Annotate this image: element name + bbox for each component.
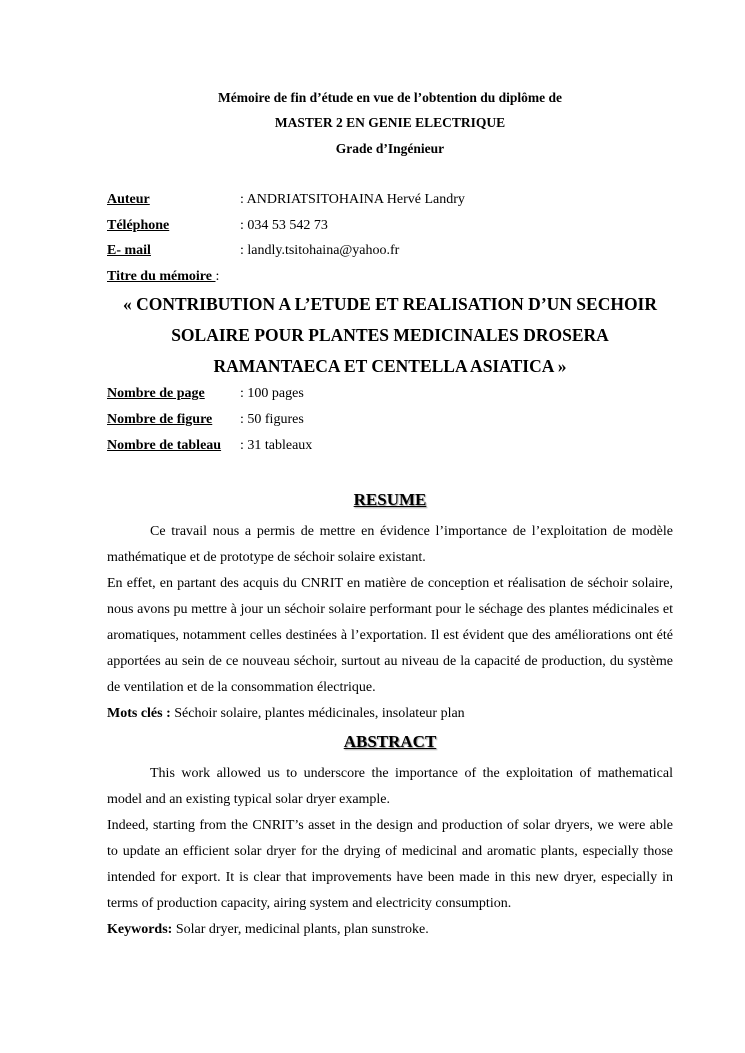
page-count-label: Nombre de page (107, 386, 205, 401)
table-count-row (107, 437, 673, 455)
resume-keywords-label: Mots clés : (107, 706, 171, 721)
phone-value: : 034 53 542 73 (240, 218, 328, 233)
header-line-3: Grade d’Ingénieur (335, 141, 445, 156)
figure-count-label: Nombre de figure (107, 412, 213, 427)
author-value: : ANDRIATSITOHAINA Hervé Landry (240, 192, 465, 207)
table-count-value: : 31 tableaux (240, 438, 313, 453)
resume-paragraph-1: Ce travail nous a permis de mettre en évidence l’importance de l’exploitation de modèle mathématique et de prototype de séchoir solaire existant. (107, 524, 673, 565)
table-count-label: Nombre de tableau (107, 438, 222, 453)
abstract-heading: ABSTRACT (343, 732, 437, 751)
phone-label: Téléphone (107, 218, 170, 233)
abstract-keywords-value: Solar dryer, medicinal plants, plan sunstroke. (172, 922, 429, 937)
resume-keywords-value: Séchoir solaire, plantes médicinales, insolateur plan (170, 706, 465, 721)
abstract-keywords (107, 921, 673, 939)
author-row (107, 191, 673, 209)
header-line-2: MASTER 2 EN GENIE ELECTRIQUE (274, 115, 506, 130)
abstract-paragraph-2: Indeed, starting from the CNRIT’s asset in the design and production of solar dryers, we were able to update an efficient solar dryer for the drying of medicinal and aromatic plants, especially those intended for export. It is clear that improvements have been made in this new dryer, especially in terms of production capacity, airing system and electricity consumption. (107, 818, 673, 911)
thesis-title-line-3: RAMANTAECA ET CENTELLA ASIATICA » (213, 356, 567, 376)
author-label: Auteur (107, 192, 150, 207)
thesis-title-label: Titre du mémoire (107, 269, 216, 284)
email-value: : landly.tsitohaina@yahoo.fr (240, 243, 400, 258)
thesis-title-colon: : (215, 269, 220, 284)
email-label: E- mail (107, 243, 151, 258)
figure-count-row (107, 411, 673, 429)
header-line-1: Mémoire de fin d’étude en vue de l’obtention du diplôme de (218, 90, 562, 105)
figure-count-value: : 50 figures (240, 412, 304, 427)
thesis-title-line-1: « CONTRIBUTION A L’ETUDE ET REALISATION D’UN SECHOIR (122, 294, 658, 314)
phone-row (107, 217, 673, 235)
page-count-value: : 100 pages (240, 386, 304, 401)
resume-paragraph-2: En effet, en partant des acquis du CNRIT en matière de conception et réalisation de séchoir solaire, nous avons pu mettre à jour un séchoir solaire performant pour le séchage des plantes médicinales et aromatiques, notamment celles destinées à l’exportation. Il est évident que des améliorations ont été apportées au sein de ce nouveau séchoir, surtout au niveau de la capacité de production, du système de ventilation et de la consommation électrique. (107, 576, 673, 695)
abstract-paragraph-1: This work allowed us to underscore the importance of the exploitation of mathematical model and an existing typical solar dryer example. (107, 766, 673, 807)
resume-heading: RESUME (353, 490, 427, 509)
abstract-keywords-label: Keywords: (107, 922, 173, 937)
thesis-title-line-2: SOLAIRE POUR PLANTES MEDICINALES DROSERA (171, 325, 609, 345)
email-row (107, 242, 673, 260)
resume-keywords (107, 705, 673, 723)
thesis-title-label-row (107, 268, 673, 286)
page-count-row (107, 385, 673, 403)
